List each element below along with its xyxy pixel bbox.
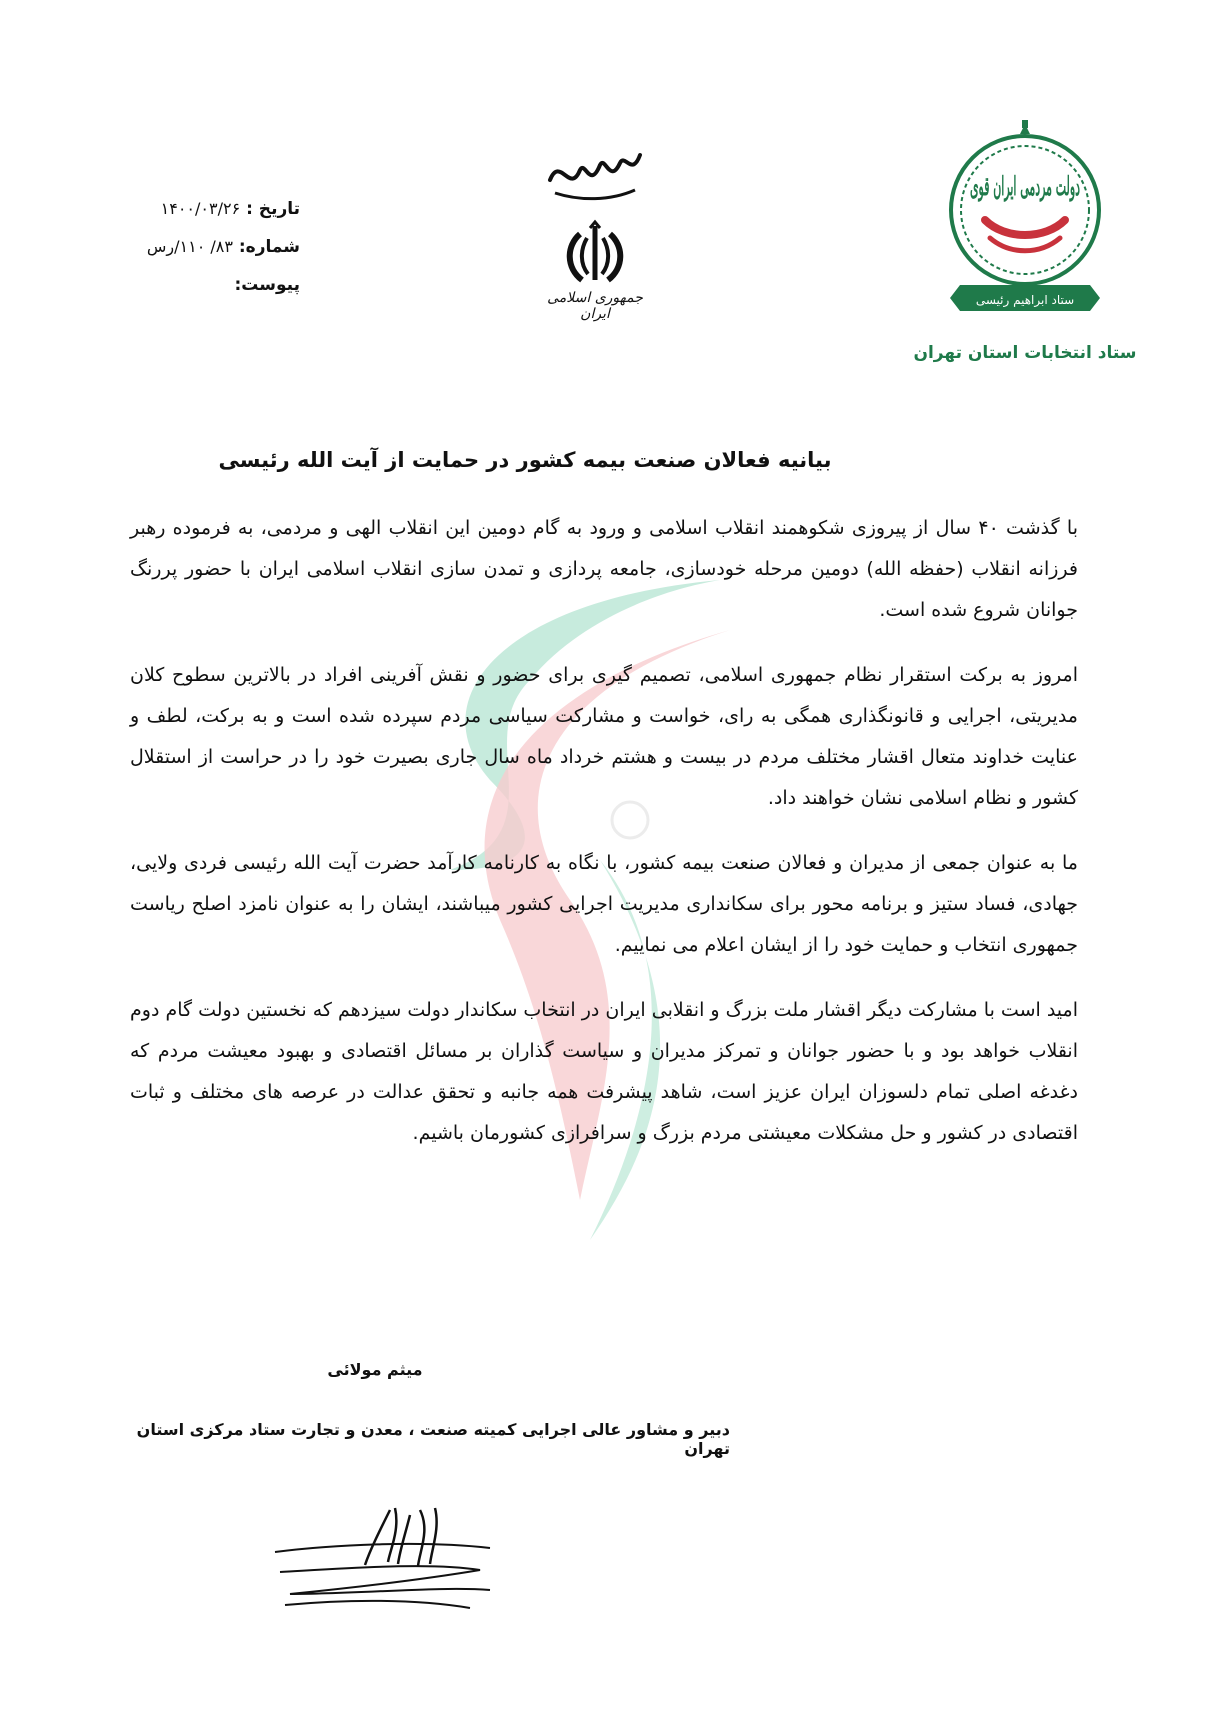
signer-role: دبیر و مشاور عالی اجرایی کمیته صنعت ، معدن و تجارت ستاد مرکزی استان تهران (136, 1420, 730, 1458)
paragraph: ما به عنوان جمعی از مدیران و فعالان صنعت بیمه کشور، با نگاه به کارنامه کارآمد حضرت آیت الله رئیسی فردی ولایی، جهادی، فساد ستیز و برنامه محور برای سکانداری مدیریت اجرایی کشور میباشند، ایشان را به عنوان نامزد اصلح ریاست جمهوری انتخاب و حمایت خود را از ایشان اعلام می نماییم. (130, 852, 1078, 956)
emblem-caption: جمهوری اسلامی ایران (547, 290, 643, 322)
logo-text: دولت مردمی ایران قوی (970, 172, 1080, 202)
logo-caption: ستاد انتخابات استان تهران (913, 343, 1137, 363)
date-value: ۱۴۰۰/۰۳/۲۶ (160, 199, 241, 218)
number-row (120, 228, 300, 266)
paragraph: با گذشت ۴۰ سال از پیروزی شکوهمند انقلاب اسلامی و ورود به گام دومین این انقلاب الهی و مردمی، به فرموده رهبر فرزانه انقلاب (حفظه الله) دومین مرحله خودسازی، جامعه پردازی و تمدن سازی انقلاب اسلامی ایران با حضور پررنگ جوانان شروع شده است. (130, 517, 1078, 621)
letter-body (130, 508, 1078, 1178)
signer-name: میثم مولائی (327, 1360, 423, 1379)
basmala-calligraphy (540, 135, 650, 205)
date-label: تاریخ : (246, 199, 300, 219)
attachment-label: پیوست: (234, 275, 300, 295)
letter-meta (120, 190, 300, 304)
iran-emblem-icon (560, 220, 630, 290)
campaign-logo (930, 120, 1120, 340)
date-row (120, 190, 300, 228)
number-label: شماره: (238, 237, 300, 257)
paragraph: امروز به برکت استقرار نظام جمهوری اسلامی، تصمیم گیری برای حضور و نقش آفرینی افراد در بالاترین سطوح کلان مدیریتی، اجرایی و قانونگذاری همگی به رای، خواست و مشارکت سیاسی مردم سپرده شده است و به برکت، لطف و عنایت خداوند متعال اقشار مختلف مردم در بیست و هشتم خرداد ماه سال جاری بصیرت خود را در حراست از استقلال کشور و نظام اسلامی نشان خواهند داد. (130, 664, 1078, 809)
handwritten-signature (270, 1490, 520, 1620)
paragraph: امید است با مشارکت دیگر اقشار ملت بزرگ و انقلابی ایران در انتخاب سکاندار دولت سیزدهم که نخستین دولت گام دوم انقلاب خواهد بود و با حضور جوانان و تمرکز مدیران و سیاست گذاران بر مسائل اقتصادی و بهبود معیشت مردم که دغدغه اصلی تمام دلسوزان ایران عزیز است، شاهد پیشرفت همه جانبه و تحقق عدالت در عرصه های مختلف و ثبات اقتصادی در کشور و حل مشکلات معیشتی مردم بزرگ و سرافرازی کشورمان باشیم. (130, 999, 1078, 1144)
logo-banner: ستاد ابراهیم رئیسی (975, 293, 1075, 307)
attachment-row (120, 266, 300, 304)
letter-title: بیانیه فعالان صنعت بیمه کشور در حمایت از آیت الله رئیسی (218, 448, 832, 472)
number-value: ۸۳/ ۱۱۰/رس (146, 237, 233, 256)
